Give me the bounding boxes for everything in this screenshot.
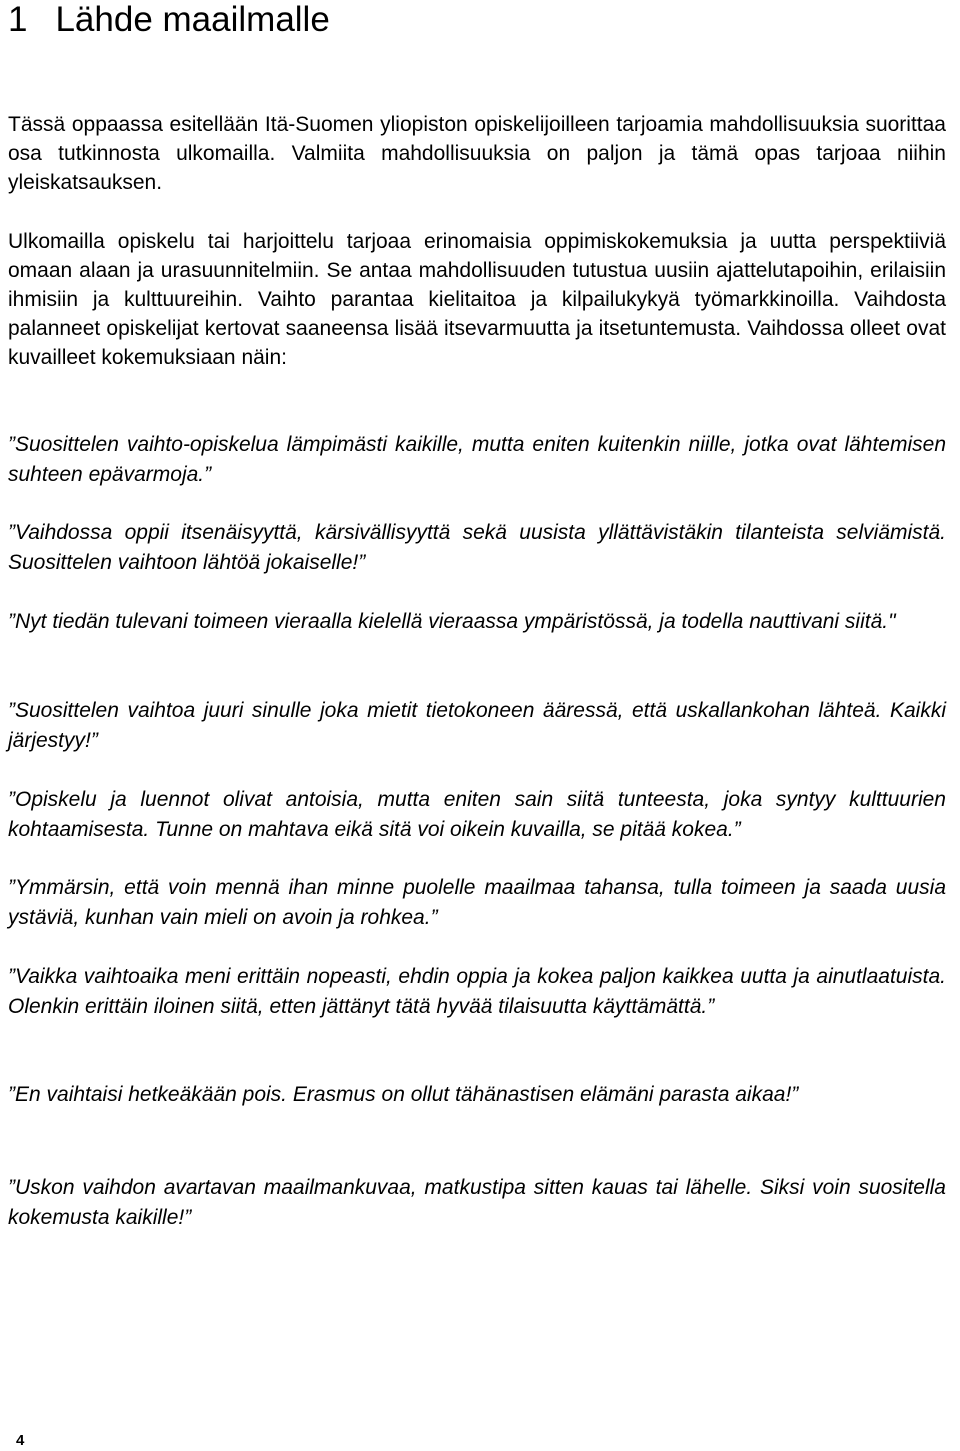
student-quote: ”Vaikka vaihtoaika meni erittäin nopeasti, ehdin oppia ja kokea paljon kaikkea uutta ja ainutlaatuista. Olenkin erittäin iloinen siitä, etten jättänyt tätä hyvää tilaisuutta käyttämättä.” (8, 965, 946, 1018)
benefits-paragraph: Ulkomailla opiskelu tai harjoittelu tarjoaa erinomaisia oppimiskokemuksia ja uutta perspektiiviä omaan alaan ja urasuunnitelmiin. Se antaa mahdollisuuden tutustua uusiin ajattelutapoihin, erilaisiin ihmisiin ja kulttuureihin. Vaihto parantaa kielitaitoa ja kilpailukykyä työmarkkinoilla. Vaihdosta palanneet opiskelijat kertovat saaneensa lisää itsevarmuutta ja itsetuntemusta. Vaihdossa olleet ovat kuvailleet kokemuksiaan näin: (8, 230, 946, 369)
student-quote: ”Nyt tiedän tulevani toimeen vieraalla kielellä vieraassa ympäristössä, ja todella nauttivani siitä." (8, 610, 896, 633)
student-quote: ”Vaihdossa oppii itsenäisyyttä, kärsivällisyyttä sekä uusista yllättävistäkin tilanteista selviämistä. Suosittelen vaihtoon lähtöä jokaiselle!” (8, 521, 946, 574)
document-page (8, 0, 946, 1229)
section-heading (8, 0, 946, 40)
section-title: Lähde maailmalle (55, 0, 330, 39)
section-number: 1 (8, 0, 28, 39)
intro-paragraph: Tässä oppaassa esitellään Itä-Suomen yliopiston opiskelijoilleen tarjoamia mahdollisuuksia suorittaa osa tutkinnosta ulkomailla. Valmiita mahdollisuuksia on paljon ja tämä opas tarjoaa niihin yleiskatsauksen. (8, 113, 946, 194)
student-quote: ”Suosittelen vaihtoa juuri sinulle joka mietit tietokoneen ääressä, että uskallankohan lähteä. Kaikki järjestyy!” (8, 699, 946, 752)
student-quote: ”Opiskelu ja luennot olivat antoisia, mutta eniten sain siitä tunteesta, joka syntyy kulttuurien kohtaamisesta. Tunne on mahtava eikä sitä voi oikein kuvailla, se pitää kokea.” (8, 788, 946, 841)
student-quote: ”Suosittelen vaihto-opiskelua lämpimästi kaikille, mutta eniten kuitenkin niille, jotka ovat lähtemisen suhteen epävarmoja.” (8, 433, 946, 486)
student-quote: ”Ymmärsin, että voin mennä ihan minne puolelle maailmaa tahansa, tulla toimeen ja saada uusia ystäviä, kunhan vain mieli on avoin ja rohkea.” (8, 876, 946, 929)
student-quote: ”Uskon vaihdon avartavan maailmankuvaa, matkustipa sitten kauas tai lähelle. Siksi voin suositella kokemusta kaikille!” (8, 1176, 946, 1229)
page-number: 4 (16, 1432, 25, 1449)
student-quote: ”En vaihtaisi hetkeäkään pois. Erasmus on ollut tähänastisen elämäni parasta aikaa!” (8, 1083, 799, 1106)
